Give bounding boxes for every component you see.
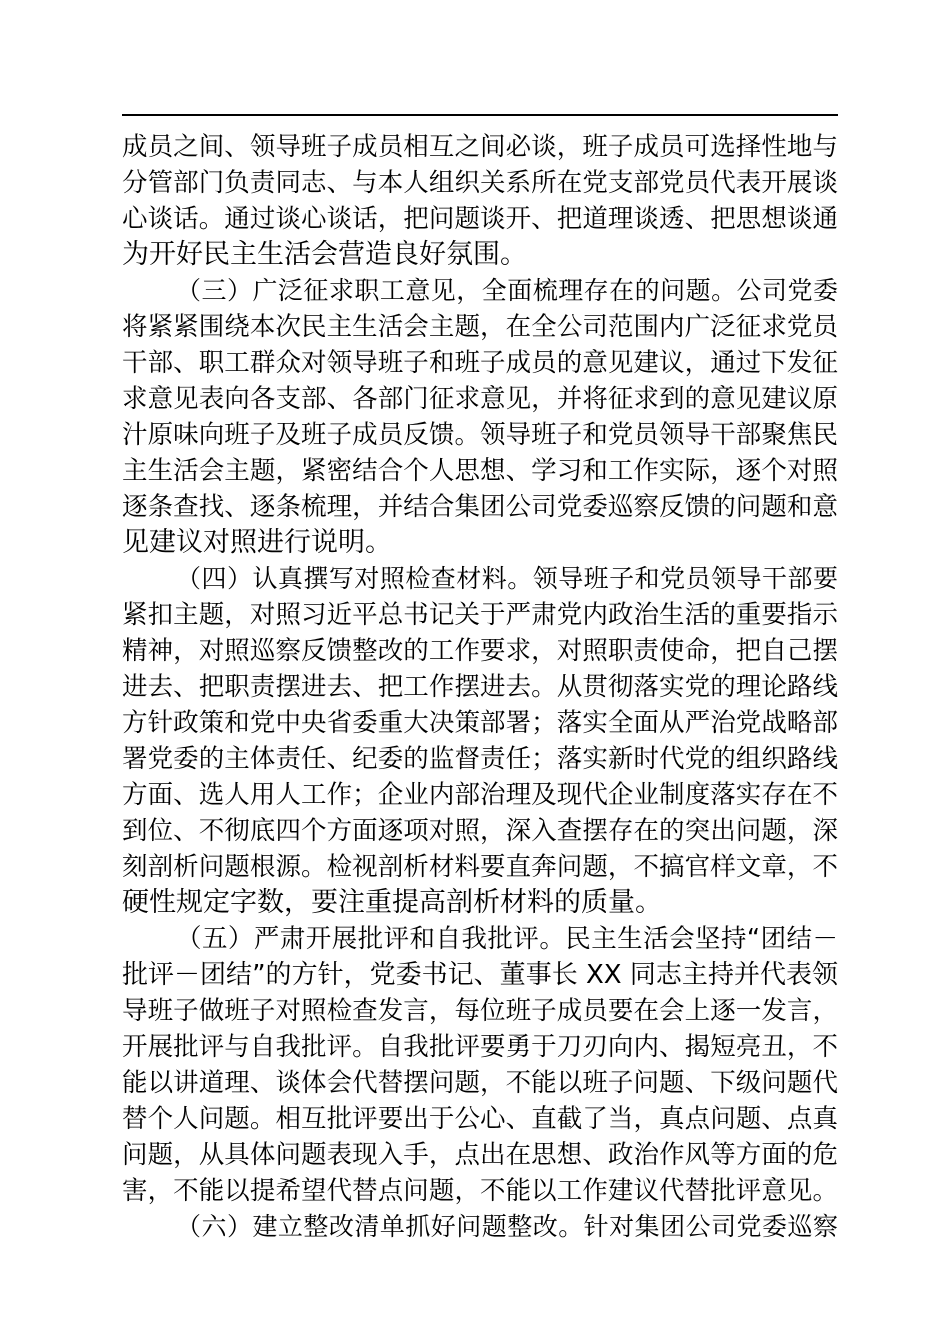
section-heading-line: （五）严肃开展批评和自我批评。民主生活会坚持“团结－ <box>176 924 838 954</box>
paragraph-line: 心谈话。通过谈心谈话，把问题谈开、把道理谈透、把思想谈通 <box>122 204 838 234</box>
paragraph-line: 分管部门负责同志、与本人组织关系所在党支部党员代表开展谈 <box>122 168 838 198</box>
header-rule <box>122 114 838 116</box>
paragraph-line: 紧扣主题，对照习近平总书记关于严肃党内政治生活的重要指示 <box>122 600 838 630</box>
paragraph-line: 见建议对照进行说明。 <box>122 527 392 558</box>
paragraph-line: 方针政策和党中央省委重大决策部署；落实全面从严治党战略部 <box>122 708 838 738</box>
paragraph-line: 进去、把职责摆进去、把工作摆进去。从贯彻落实党的理论路线 <box>122 672 838 702</box>
paragraph-line: 精神，对照巡察反馈整改的工作要求，对照职责使命，把自己摆 <box>122 636 838 666</box>
paragraph-line: 导班子做班子对照检查发言，每位班子成员要在会上逐一发言， <box>122 996 838 1026</box>
paragraph-line: 为开好民主生活会营造良好氛围。 <box>122 239 527 270</box>
paragraph-line: 干部、职工群众对领导班子和班子成员的意见建议，通过下发征 <box>122 348 838 378</box>
paragraph-line: 方面、选人用人工作；企业内部治理及现代企业制度落实存在不 <box>122 780 838 810</box>
section-heading-line: （四）认真撰写对照检查材料。领导班子和党员领导干部要 <box>176 564 838 593</box>
paragraph-line: 害，不能以提希望代替点问题，不能以工作建议代替批评意见。 <box>122 1176 838 1206</box>
paragraph-line: 能以讲道理、谈体会代替摆问题，不能以班子问题、下级问题代 <box>122 1068 838 1098</box>
paragraph-line: 求意见表向各支部、各部门征求意见，并将征求到的意见建议原 <box>122 384 838 414</box>
paragraph-line: 逐条查找、逐条梳理，并结合集团公司党委巡察反馈的问题和意 <box>122 492 838 522</box>
section-heading-line: （三）广泛征求职工意见，全面梳理存在的问题。公司党委 <box>176 276 838 305</box>
paragraph-line: 到位、不彻底四个方面逐项对照，深入查摆存在的突出问题，深 <box>122 816 838 846</box>
paragraph-line: 署党委的主体责任、纪委的监督责任；落实新时代党的组织路线 <box>122 744 838 774</box>
paragraph-line: 刻剖析问题根源。检视剖析材料要直奔问题，不搞官样文章，不 <box>122 852 838 882</box>
paragraph-line: 问题，从具体问题表现入手，点出在思想、政治作风等方面的危 <box>122 1140 838 1170</box>
paragraph-line: 汁原味向班子及班子成员反馈。领导班子和党员领导干部聚焦民 <box>122 420 838 450</box>
paragraph-line: 替个人问题。相互批评要出于公心、直截了当，真点问题、点真 <box>122 1104 838 1134</box>
paragraph-line: 主生活会主题，紧密结合个人思想、学习和工作实际，逐个对照 <box>122 456 838 486</box>
paragraph-line: 将紧紧围绕本次民主生活会主题，在全公司范围内广泛征求党员 <box>122 312 838 342</box>
paragraph-line: 硬性规定字数，要注重提高剖析材料的质量。 <box>122 887 662 918</box>
paragraph-line: 开展批评与自我批评。自我批评要勇于刀刃向内、揭短亮丑，不 <box>122 1032 838 1062</box>
section-heading-line: （六）建立整改清单抓好问题整改。针对集团公司党委巡察 <box>176 1212 838 1241</box>
paragraph-line: 成员之间、领导班子成员相互之间必谈，班子成员可选择性地与 <box>122 132 838 162</box>
paragraph-line: 批评－团结”的方针，党委书记、董事长 XX 同志主持并代表领 <box>122 960 838 990</box>
